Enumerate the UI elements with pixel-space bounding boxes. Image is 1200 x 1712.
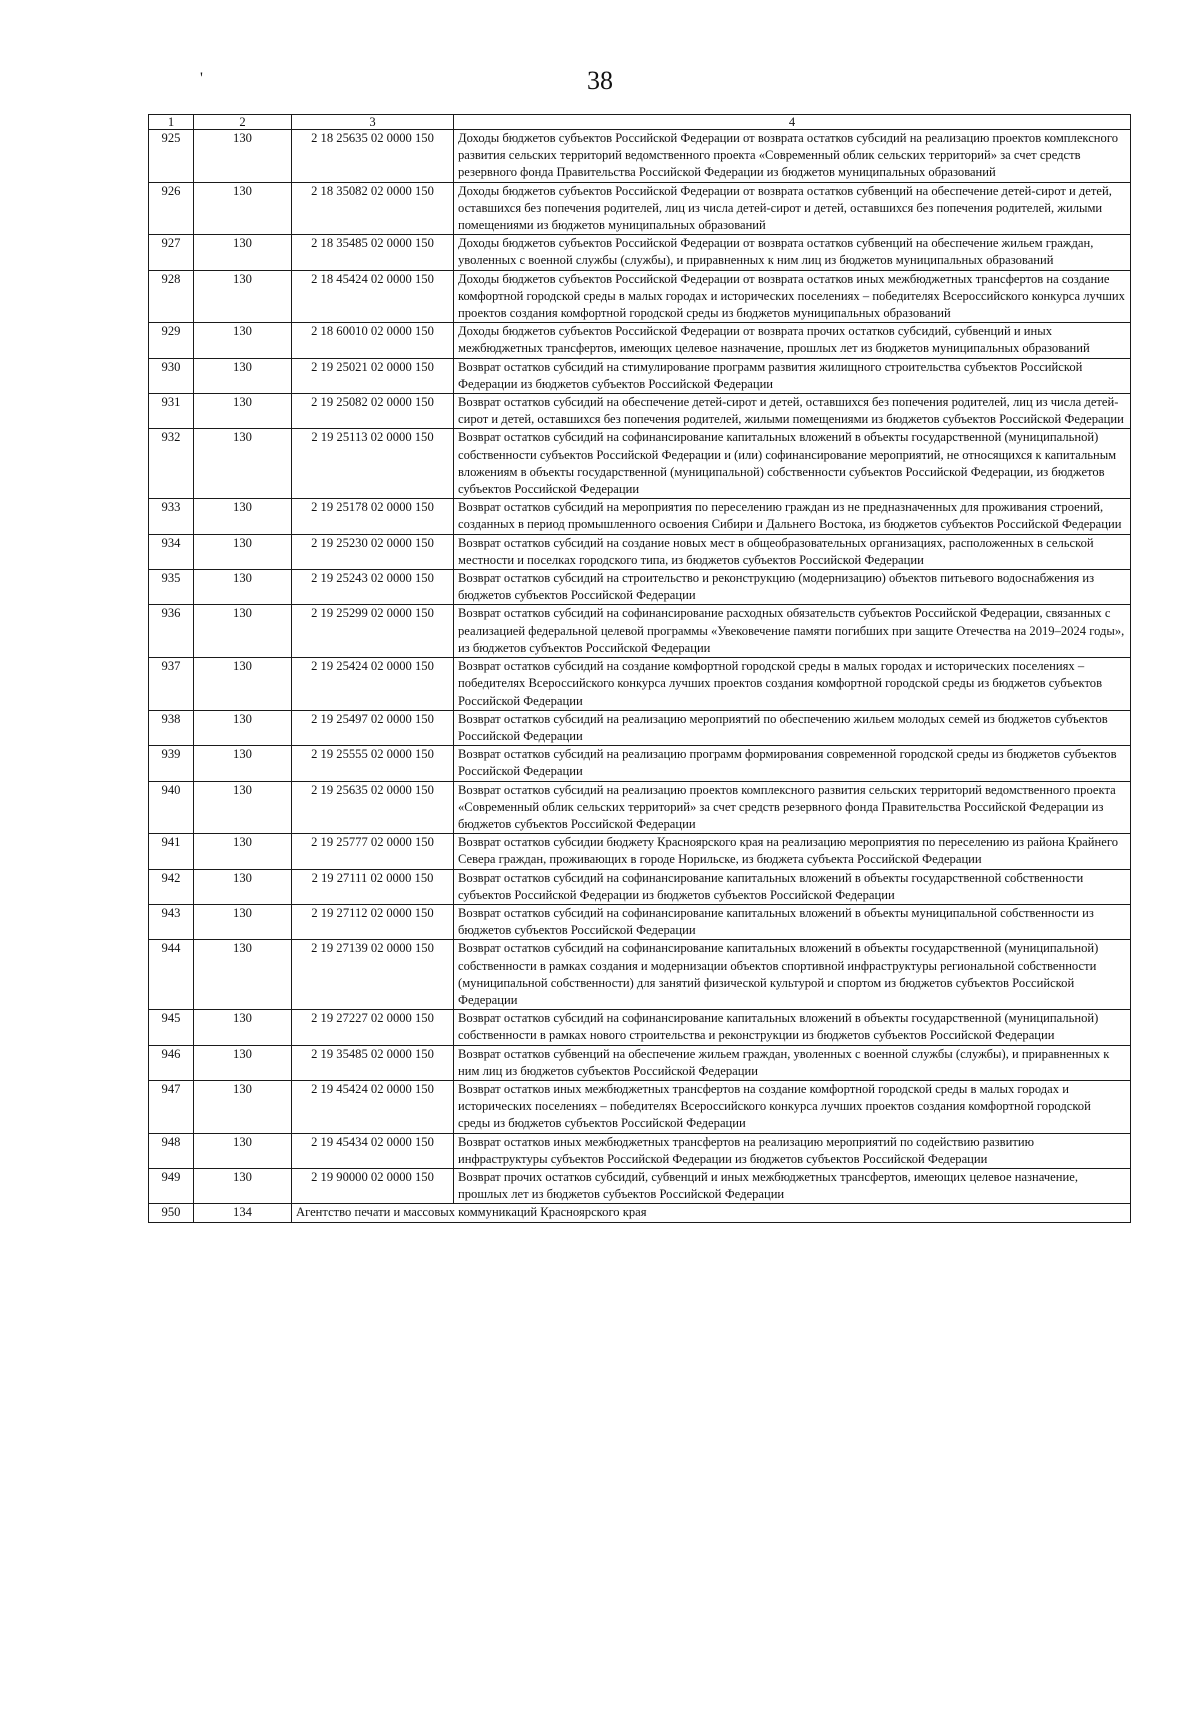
admin-code-cell: 130 bbox=[194, 534, 292, 569]
budget-code-cell: 2 19 25178 02 0000 150 bbox=[292, 499, 454, 534]
row-number-cell: 945 bbox=[149, 1010, 194, 1045]
table-row bbox=[149, 1168, 1131, 1203]
description-cell: Возврат остатков субсидий на софинансирование капитальных вложений в объекты государственной (муниципальной) собственности в рамках нового строительства и реконструкции из бюджетов субъектов Российской Федерации bbox=[454, 1010, 1131, 1045]
table-row bbox=[149, 710, 1131, 745]
description-cell: Возврат остатков иных межбюджетных трансфертов на реализацию мероприятий по содействию развитию инфраструктуры субъектов Российской Федерации из бюджетов субъектов Российской Федерации bbox=[454, 1133, 1131, 1168]
description-cell: Доходы бюджетов субъектов Российской Федерации от возврата прочих остатков субсидий, субвенций и иных межбюджетных трансфертов, имеющих целевое назначение, прошлых лет из бюджетов муниципальных образований bbox=[454, 323, 1131, 358]
admin-code-cell: 130 bbox=[194, 781, 292, 834]
budget-code-cell: 2 19 25230 02 0000 150 bbox=[292, 534, 454, 569]
row-number-cell: 932 bbox=[149, 429, 194, 499]
description-cell: Возврат остатков субсидий на софинансирование капитальных вложений в объекты государственной собственности субъектов Российской Федерации из бюджетов субъектов Российской Федерации bbox=[454, 869, 1131, 904]
row-number-cell: 929 bbox=[149, 323, 194, 358]
row-number-cell: 942 bbox=[149, 869, 194, 904]
budget-code-cell: 2 19 27139 02 0000 150 bbox=[292, 940, 454, 1010]
description-cell: Возврат остатков субсидий на строительство и реконструкцию (модернизацию) объектов питьевого водоснабжения из бюджетов субъектов Российской Федерации bbox=[454, 570, 1131, 605]
row-number-cell: 948 bbox=[149, 1133, 194, 1168]
table-row bbox=[149, 940, 1131, 1010]
column-number-row bbox=[149, 115, 1131, 130]
row-number-cell: 949 bbox=[149, 1168, 194, 1203]
admin-code-cell: 130 bbox=[194, 658, 292, 711]
row-number-cell: 935 bbox=[149, 570, 194, 605]
description-cell: Возврат остатков субсидий на обеспечение детей-сирот и детей, оставшихся без попечения родителей, лиц из числа детей-сирот и детей, оставшихся без попечения родителей, жилыми помещениями из бюджетов субъектов Российской Федерации bbox=[454, 394, 1131, 429]
row-number-cell: 947 bbox=[149, 1080, 194, 1133]
table-row bbox=[149, 270, 1131, 323]
budget-code-cell: 2 18 35485 02 0000 150 bbox=[292, 235, 454, 270]
table-row bbox=[149, 1045, 1131, 1080]
description-cell: Возврат остатков субсидий на софинансирование капитальных вложений в объекты государственной (муниципальной) собственности субъектов Российской Федерации и (или) софинансирование мероприятий, не относящихся к капитальным вложениям в объекты государственной (муниципальной) собственности субъектов Российской Федерации, из бюджетов субъектов Российской Федерации bbox=[454, 429, 1131, 499]
table-row bbox=[149, 869, 1131, 904]
admin-code-cell: 130 bbox=[194, 940, 292, 1010]
description-cell: Возврат остатков субсидий на стимулирование программ развития жилищного строительства субъектов Российской Федерации из бюджетов субъектов Российской Федерации bbox=[454, 358, 1131, 393]
budget-code-cell: 2 19 90000 02 0000 150 bbox=[292, 1168, 454, 1203]
admin-code-cell: 130 bbox=[194, 358, 292, 393]
admin-code-cell: 130 bbox=[194, 904, 292, 939]
admin-code-cell: 130 bbox=[194, 1045, 292, 1080]
description-cell: Возврат остатков субсидий на мероприятия по переселению граждан из не предназначенных для проживания строений, созданных в период промышленного освоения Сибири и Дальнего Востока, из бюджетов субъектов Российской Федерации bbox=[454, 499, 1131, 534]
page-number: 38 bbox=[587, 66, 613, 95]
description-cell: Возврат остатков субсидий на софинансирование капитальных вложений в объекты государственной (муниципальной) собственности в рамках создания и модернизации объектов спортивной инфраструктуры региональной собственности (муниципальной собственности) для занятий физической культурой и спортом из бюджетов субъектов Российской Федерации bbox=[454, 940, 1131, 1010]
table-row bbox=[149, 605, 1131, 658]
table-row bbox=[149, 323, 1131, 358]
budget-code-cell: 2 19 25424 02 0000 150 bbox=[292, 658, 454, 711]
description-cell: Возврат остатков субсидий на создание новых мест в общеобразовательных организациях, расположенных в сельской местности и поселках городского типа, из бюджетов субъектов Российской Федерации bbox=[454, 534, 1131, 569]
table-row bbox=[149, 1133, 1131, 1168]
agency-name-cell: Агентство печати и массовых коммуникаций Красноярского края bbox=[292, 1204, 1131, 1222]
budget-code-cell: 2 19 25497 02 0000 150 bbox=[292, 710, 454, 745]
description-cell: Возврат остатков субсидий на софинансирование расходных обязательств субъектов Российской Федерации, связанных с реализацией федеральной целевой программы «Увековечение памяти погибших при защите Отечества на 2019–2024 годы», из бюджетов субъектов Российской Федерации bbox=[454, 605, 1131, 658]
row-number-cell: 928 bbox=[149, 270, 194, 323]
budget-code-cell: 2 18 60010 02 0000 150 bbox=[292, 323, 454, 358]
table-row bbox=[149, 1010, 1131, 1045]
table-row bbox=[149, 570, 1131, 605]
budget-code-cell: 2 18 45424 02 0000 150 bbox=[292, 270, 454, 323]
row-number-cell: 925 bbox=[149, 130, 194, 183]
description-cell: Возврат остатков субсидий на софинансирование капитальных вложений в объекты муниципальной собственности из бюджетов субъектов Российской Федерации bbox=[454, 904, 1131, 939]
admin-code-cell: 130 bbox=[194, 570, 292, 605]
admin-code-cell: 130 bbox=[194, 605, 292, 658]
table-row bbox=[149, 658, 1131, 711]
admin-code-cell: 130 bbox=[194, 130, 292, 183]
description-cell: Доходы бюджетов субъектов Российской Федерации от возврата остатков иных межбюджетных трансфертов на создание комфортной городской среды в малых городах и исторических поселениях – победителях Всероссийского конкурса лучших проектов создания комфортной городской среды из бюджетов муниципальных образований bbox=[454, 270, 1131, 323]
budget-code-cell: 2 19 27112 02 0000 150 bbox=[292, 904, 454, 939]
row-number-cell: 940 bbox=[149, 781, 194, 834]
description-cell: Доходы бюджетов субъектов Российской Федерации от возврата остатков субсидий на реализацию проектов комплексного развития сельских территорий ведомственного проекта «Современный облик сельских территорий» за счет средств резервного фонда Правительства Российской Федерации из бюджетов муниципальных образований bbox=[454, 130, 1131, 183]
budget-code-cell: 2 19 25555 02 0000 150 bbox=[292, 746, 454, 781]
budget-code-cell: 2 19 25635 02 0000 150 bbox=[292, 781, 454, 834]
admin-code-cell: 130 bbox=[194, 834, 292, 869]
budget-code-cell: 2 19 25082 02 0000 150 bbox=[292, 394, 454, 429]
admin-code-cell: 130 bbox=[194, 499, 292, 534]
admin-code-cell: 134 bbox=[194, 1204, 292, 1222]
admin-code-cell: 130 bbox=[194, 746, 292, 781]
row-number-cell: 939 bbox=[149, 746, 194, 781]
admin-code-cell: 130 bbox=[194, 270, 292, 323]
agency-row bbox=[149, 1204, 1131, 1222]
description-cell: Возврат остатков субсидий на реализацию программ формирования современной городской среды из бюджетов субъектов Российской Федерации bbox=[454, 746, 1131, 781]
description-cell: Возврат прочих остатков субсидий, субвенций и иных межбюджетных трансфертов, имеющих целевое назначение, прошлых лет из бюджетов субъектов Российской Федерации bbox=[454, 1168, 1131, 1203]
row-number-cell: 946 bbox=[149, 1045, 194, 1080]
table-row bbox=[149, 182, 1131, 235]
table-row bbox=[149, 394, 1131, 429]
admin-code-cell: 130 bbox=[194, 1080, 292, 1133]
budget-classification-table bbox=[148, 114, 1131, 1223]
admin-code-cell: 130 bbox=[194, 710, 292, 745]
row-number-cell: 933 bbox=[149, 499, 194, 534]
description-cell: Возврат остатков субсидий на создание комфортной городской среды в малых городах и исторических поселениях – победителях Всероссийского конкурса лучших проектов создания комфортной городской среды из бюджетов субъектов Российской Федерации bbox=[454, 658, 1131, 711]
column-header-3: 3 bbox=[292, 115, 454, 130]
description-cell: Возврат остатков субвенций на обеспечение жильем граждан, уволенных с военной службы (службы), и приравненных к ним лиц из бюджетов субъектов Российской Федерации bbox=[454, 1045, 1131, 1080]
row-number-cell: 950 bbox=[149, 1204, 194, 1222]
budget-code-cell: 2 18 25635 02 0000 150 bbox=[292, 130, 454, 183]
row-number-cell: 926 bbox=[149, 182, 194, 235]
row-number-cell: 930 bbox=[149, 358, 194, 393]
admin-code-cell: 130 bbox=[194, 235, 292, 270]
budget-code-cell: 2 19 25243 02 0000 150 bbox=[292, 570, 454, 605]
table-row bbox=[149, 130, 1131, 183]
description-cell: Доходы бюджетов субъектов Российской Федерации от возврата остатков субвенций на обеспечение жильем граждан, уволенных с военной службы (службы), и приравненных к ним лиц из бюджетов муниципальных образований bbox=[454, 235, 1131, 270]
description-cell: Возврат остатков субсидий на реализацию мероприятий по обеспечению жильем молодых семей из бюджетов субъектов Российской Федерации bbox=[454, 710, 1131, 745]
table-row bbox=[149, 1080, 1131, 1133]
admin-code-cell: 130 bbox=[194, 1168, 292, 1203]
budget-code-cell: 2 19 25299 02 0000 150 bbox=[292, 605, 454, 658]
admin-code-cell: 130 bbox=[194, 394, 292, 429]
description-cell: Возврат остатков субсидий на реализацию проектов комплексного развития сельских территорий ведомственного проекта «Современный облик сельских территорий» за счет средств резервного фонда Правительства Российской Федерации из бюджетов субъектов Российской Федерации bbox=[454, 781, 1131, 834]
description-cell: Доходы бюджетов субъектов Российской Федерации от возврата остатков субвенций на обеспечение детей-сирот и детей, оставшихся без попечения родителей, лиц из числа детей-сирот и детей, оставшихся без попечения родителей, жилыми помещениями из бюджетов муниципальных образований bbox=[454, 182, 1131, 235]
column-header-4: 4 bbox=[454, 115, 1131, 130]
row-number-cell: 934 bbox=[149, 534, 194, 569]
budget-code-cell: 2 19 25777 02 0000 150 bbox=[292, 834, 454, 869]
budget-code-cell: 2 19 45424 02 0000 150 bbox=[292, 1080, 454, 1133]
column-header-2: 2 bbox=[194, 115, 292, 130]
budget-code-cell: 2 19 27111 02 0000 150 bbox=[292, 869, 454, 904]
row-number-cell: 941 bbox=[149, 834, 194, 869]
budget-code-cell: 2 19 25113 02 0000 150 bbox=[292, 429, 454, 499]
description-cell: Возврат остатков субсидии бюджету Красноярского края на реализацию мероприятия по переселению из района Крайнего Севера граждан, проживающих в городе Норильске, из бюджета субъекта Российской Федерации bbox=[454, 834, 1131, 869]
table-row bbox=[149, 781, 1131, 834]
admin-code-cell: 130 bbox=[194, 323, 292, 358]
table-row bbox=[149, 534, 1131, 569]
admin-code-cell: 130 bbox=[194, 1010, 292, 1045]
admin-code-cell: 130 bbox=[194, 182, 292, 235]
admin-code-cell: 130 bbox=[194, 1133, 292, 1168]
budget-code-cell: 2 19 25021 02 0000 150 bbox=[292, 358, 454, 393]
budget-code-cell: 2 19 35485 02 0000 150 bbox=[292, 1045, 454, 1080]
table-row bbox=[149, 904, 1131, 939]
description-cell: Возврат остатков иных межбюджетных трансфертов на создание комфортной городской среды в малых городах и исторических поселениях – победителях Всероссийского конкурса лучших проектов создания комфортной городской среды из бюджетов субъектов Российской Федерации bbox=[454, 1080, 1131, 1133]
admin-code-cell: 130 bbox=[194, 429, 292, 499]
table-row bbox=[149, 429, 1131, 499]
row-number-cell: 938 bbox=[149, 710, 194, 745]
row-number-cell: 936 bbox=[149, 605, 194, 658]
table-row bbox=[149, 746, 1131, 781]
column-header-1: 1 bbox=[149, 115, 194, 130]
admin-code-cell: 130 bbox=[194, 869, 292, 904]
table-row bbox=[149, 358, 1131, 393]
table-row bbox=[149, 235, 1131, 270]
budget-code-cell: 2 19 27227 02 0000 150 bbox=[292, 1010, 454, 1045]
table-row bbox=[149, 499, 1131, 534]
table-row bbox=[149, 834, 1131, 869]
budget-code-cell: 2 19 45434 02 0000 150 bbox=[292, 1133, 454, 1168]
row-number-cell: 931 bbox=[149, 394, 194, 429]
row-number-cell: 943 bbox=[149, 904, 194, 939]
budget-code-cell: 2 18 35082 02 0000 150 bbox=[292, 182, 454, 235]
row-number-cell: 944 bbox=[149, 940, 194, 1010]
row-number-cell: 937 bbox=[149, 658, 194, 711]
row-number-cell: 927 bbox=[149, 235, 194, 270]
scan-mark: ' bbox=[200, 70, 203, 87]
